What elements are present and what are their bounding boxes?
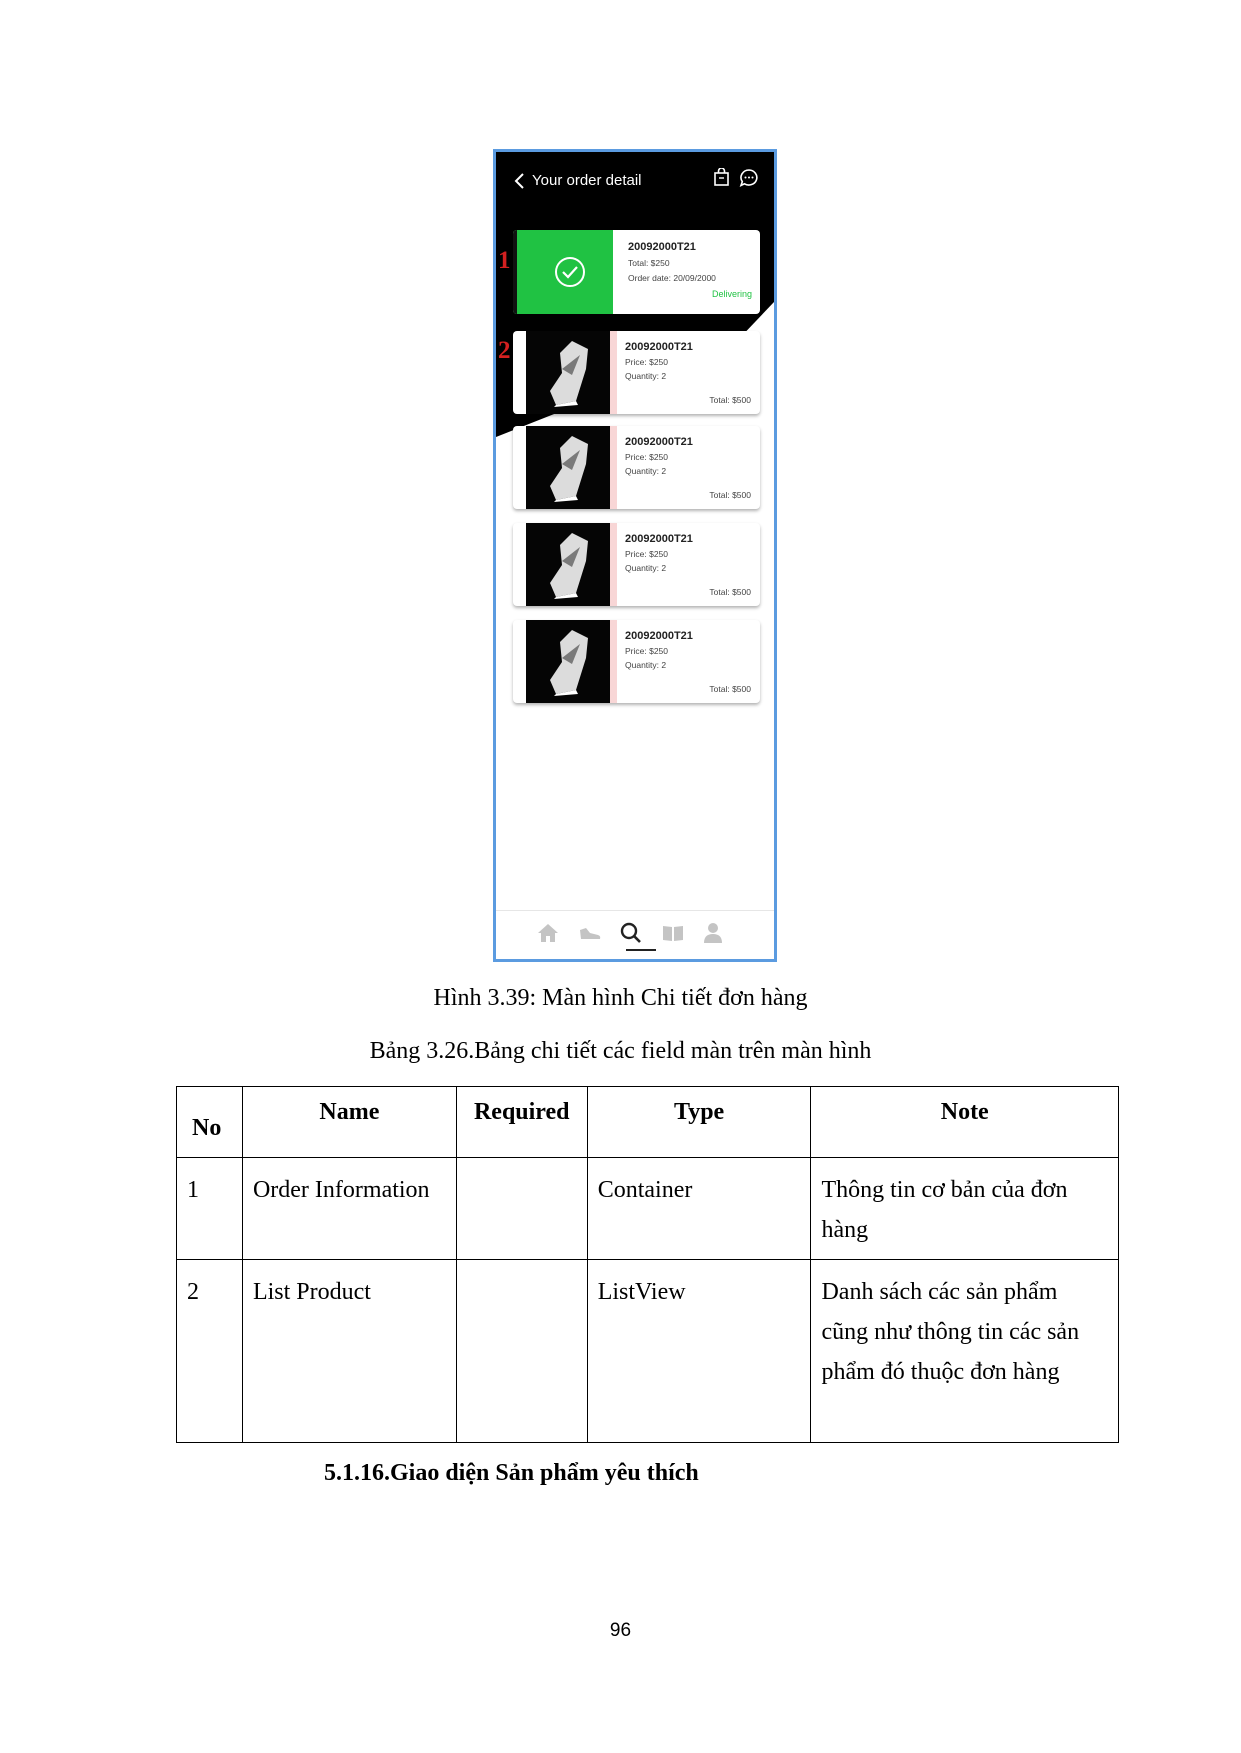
product-image <box>526 331 610 414</box>
check-circle-icon <box>553 255 587 289</box>
page-number: 96 <box>609 1620 632 1641</box>
product-text <box>625 341 753 381</box>
figure-caption <box>0 985 1241 1012</box>
cell-required <box>456 1260 587 1443</box>
home-icon[interactable] <box>536 922 560 944</box>
figure-caption-label: Hình 3.39: <box>433 985 537 1011</box>
table-row <box>177 1260 1119 1443</box>
cell-type: ListView <box>587 1260 811 1443</box>
bottom-navigation <box>496 910 774 959</box>
sneaker-icon <box>542 339 594 407</box>
order-text <box>628 241 752 299</box>
product-price: Price: $250 <box>625 452 668 462</box>
product-id: 20092000T21 <box>625 341 693 353</box>
cell-required <box>456 1158 587 1260</box>
cell-type: Container <box>587 1158 811 1260</box>
shoe-icon[interactable] <box>578 922 602 944</box>
accent-bar <box>610 426 617 509</box>
order-status: Delivering <box>711 289 752 299</box>
product-price: Price: $250 <box>625 357 668 367</box>
cell-no: 2 <box>177 1260 243 1443</box>
annotation-marker-2: 2 <box>498 337 511 364</box>
product-price: Price: $250 <box>625 549 668 559</box>
shopping-bag-icon[interactable] <box>713 168 730 187</box>
section-heading: 5.1.16.Giao diện Sản phẩm yêu thích <box>324 1460 699 1486</box>
product-quantity: Quantity: 2 <box>625 371 667 381</box>
header-type: Type <box>587 1087 811 1158</box>
cell-note: Thông tin cơ bản của đơn hàng <box>811 1158 1119 1260</box>
product-id: 20092000T21 <box>625 630 693 642</box>
product-total: Total: $500 <box>709 490 751 500</box>
user-icon[interactable] <box>701 922 725 944</box>
active-tab-indicator <box>626 949 656 951</box>
annotation-marker-1: 1 <box>498 247 511 274</box>
product-image <box>526 620 610 703</box>
product-quantity: Quantity: 2 <box>625 466 667 476</box>
product-image <box>526 426 610 509</box>
order-status-block <box>513 230 613 314</box>
header-required: Required <box>456 1087 587 1158</box>
cell-no: 1 <box>177 1158 243 1260</box>
cell-note: Danh sách các sản phẩm cũng như thông tin các sản phẩm đó thuộc đơn hàng <box>811 1260 1119 1443</box>
app-header <box>496 152 774 208</box>
order-id: 20092000T21 <box>628 241 696 253</box>
search-icon[interactable] <box>619 922 643 944</box>
table-row <box>177 1158 1119 1260</box>
accent-bar <box>610 331 617 414</box>
product-id: 20092000T21 <box>625 533 693 545</box>
product-price: Price: $250 <box>625 646 668 656</box>
accent-bar <box>610 620 617 703</box>
header-name: Name <box>242 1087 456 1158</box>
order-information-card[interactable] <box>513 230 760 314</box>
product-total: Total: $500 <box>709 587 751 597</box>
cell-name: Order Information <box>242 1158 456 1260</box>
order-date: Order date: 20/09/2000 <box>628 273 716 283</box>
field-spec-table <box>176 1086 1119 1443</box>
table-header-row <box>177 1087 1119 1158</box>
product-total: Total: $500 <box>709 684 751 694</box>
product-quantity: Quantity: 2 <box>625 563 667 573</box>
product-card[interactable] <box>513 331 760 414</box>
product-id: 20092000T21 <box>625 436 693 448</box>
cell-name: List Product <box>242 1260 456 1443</box>
header-note: Note <box>811 1087 1119 1158</box>
product-card[interactable] <box>513 620 760 703</box>
order-total: Total: $250 <box>628 258 670 268</box>
product-text <box>625 630 753 670</box>
product-text <box>625 533 753 573</box>
chat-bubble-icon[interactable] <box>739 168 759 188</box>
sneaker-icon <box>542 628 594 696</box>
back-chevron-icon[interactable] <box>513 172 527 190</box>
product-card[interactable] <box>513 426 760 509</box>
accent-bar <box>610 523 617 606</box>
header-no: No <box>177 1087 243 1158</box>
product-image <box>526 523 610 606</box>
book-icon[interactable] <box>661 922 685 944</box>
header-title: Your order detail <box>532 172 642 189</box>
sneaker-icon <box>542 434 594 502</box>
sneaker-icon <box>542 531 594 599</box>
product-card[interactable] <box>513 523 760 606</box>
figure-caption-text: Màn hình Chi tiết đơn hàng <box>536 985 808 1011</box>
product-quantity: Quantity: 2 <box>625 660 667 670</box>
table-caption: Bảng 3.26.Bảng chi tiết các field màn trên màn hình <box>369 1038 872 1064</box>
product-text <box>625 436 753 476</box>
phone-screenshot <box>493 149 777 962</box>
product-total: Total: $500 <box>709 395 751 405</box>
